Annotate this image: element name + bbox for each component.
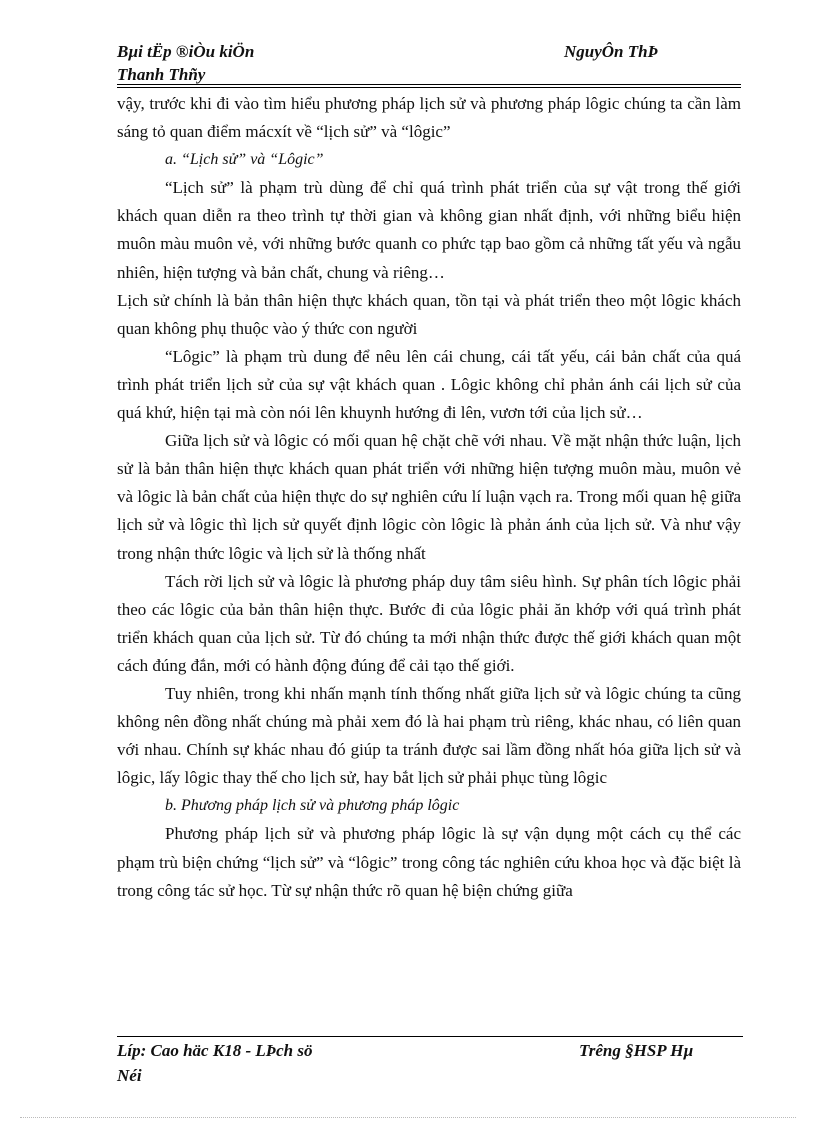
header-author: NguyÔn ThÞ — [564, 42, 658, 61]
footer-rule — [117, 1036, 743, 1037]
paragraph: Tách rời lịch sử và lôgic là phương pháp duy tâm siêu hình. Sự phân tích lôgic phải theo các lôgic của bản thân hiện thực. Bước đi của lôgic phải ăn khớp với quá trình phát triển khách quan của lịch sử. Từ đó chúng ta mới nhận thức được thế giới khách quan một cách đúng đắn, mới có hành động đúng để cải tạo thế giới. — [117, 571, 741, 675]
section-heading-b: b. Phương pháp lịch sử và phương pháp lôgic — [165, 797, 460, 815]
paragraph: Tuy nhiên, trong khi nhấn mạnh tính thống nhất giữa lịch sử và lôgic chúng ta cũng không nên đồng nhất chúng mà phải xem đó là hai phạm trù riêng, khác nhau, có liên quan với nhau. Chính sự khác nhau đó giúp ta tránh được sai lầm đồng nhất hóa giữa lịch sử và lôgic, lấy lôgic thay thế cho lịch sử, hay bắt lịch sử phải phục tùng lôgic — [117, 683, 741, 788]
section-heading-a: a. “Lịch sử” và “Lôgic” — [165, 151, 324, 169]
header-author-continued: Thanh Thñy — [117, 65, 206, 84]
header-title: Bµi tËp ®iÒu kiÖn — [117, 42, 255, 61]
header-rule-thin — [117, 84, 741, 85]
paragraph: Giữa lịch sử và lôgic có mối quan hệ chặt chẽ với nhau. Về mặt nhận thức luận, lịch sử là bản thân hiện thực khách quan phát triển với những hiện tượng muôn màu, muôn vẻ và lôgic là bản chất của hiện thực do sự nghiên cứu lí luận vạch ra. Trong mối quan hệ giữa lịch sử và lôgic thì lịch sử quyết định lôgic còn lôgic là phản ánh của lịch sử. Và như vậy trong nhận thức lôgic và lịch sử là thống nhất — [117, 431, 741, 563]
header-rule-thick — [117, 87, 741, 88]
paragraph: Lịch sử chính là bản thân hiện thực khách quan, tồn tại và phát triển theo một lôgic khách quan không phụ thuộc vào ý thức con người — [117, 290, 741, 338]
paragraph: “Lôgic” là phạm trù dung để nêu lên cái chung, cái tất yếu, cái bản chất của quá trình phát triển lịch sử của sự vật khách quan . Lôgic không chỉ phản ánh cái lịch sử của quá khứ, hiện tại mà còn nói lên khuynh hướng đi lên, vươn tới của lịch sử… — [117, 346, 741, 423]
document-body — [117, 90, 741, 905]
paragraph: Phương pháp lịch sử và phương pháp lôgic là sự vận dụng một cách cụ thể các phạm trù biện chứng “lịch sử” và “lôgic” trong công tác nghiên cứu khoa học và đặc biệt là trong công tác sử học. Từ sự nhận thức rõ quan hệ biện chứng giữa — [117, 824, 741, 900]
footer-city: Néi — [117, 1066, 142, 1085]
footer-class: Líp: Cao häc K18 - LÞch sö — [117, 1041, 313, 1060]
paragraph: vậy, trước khi đi vào tìm hiểu phương pháp lịch sử và phương pháp lôgic chúng ta cần làm sáng tỏ quan điểm mácxít về “lịch sử” và “lôgic” — [117, 94, 741, 142]
paragraph: “Lịch sử” là phạm trù dùng để chỉ quá trình phát triển của sự vật trong thế giới khách quan diễn ra theo trình tự thời gian và không gian nhất định, với những biểu hiện muôn màu muôn vẻ, với những bước quanh co phức tạp bao gồm cả những tất yếu và ngẫu nhiên, hiện tượng và bản chất, chung và riêng… — [117, 178, 741, 282]
footer-university: Trêng §HSP Hµ — [579, 1041, 694, 1060]
page-edge-divider — [20, 1117, 796, 1118]
